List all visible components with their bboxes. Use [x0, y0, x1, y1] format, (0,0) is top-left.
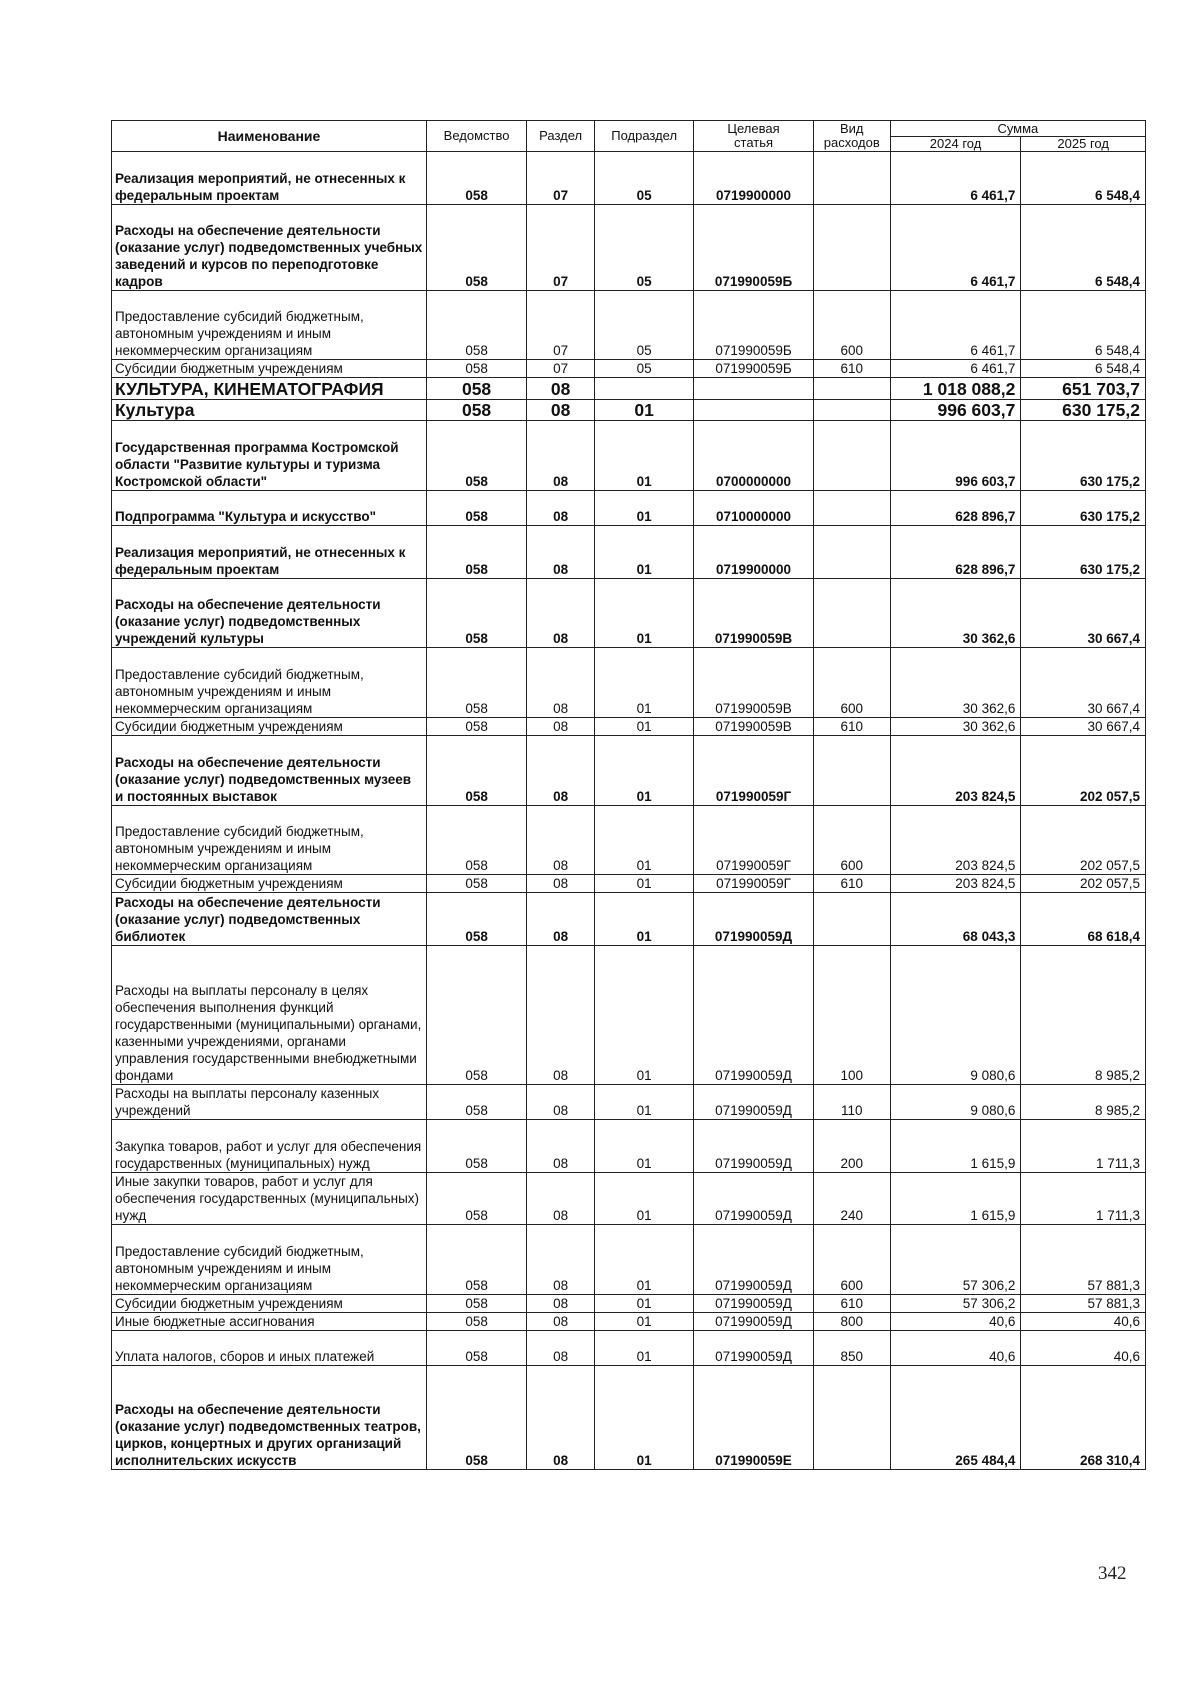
row-sum-2024-cell: 9 080,6	[890, 1085, 1021, 1120]
row-name-cell: Подпрограмма "Культура и искусство"	[112, 491, 427, 526]
row-sum-2025-cell: 1 711,3	[1021, 1120, 1146, 1173]
table-row	[112, 579, 1146, 648]
row-podrazdel-cell: 01	[595, 1331, 694, 1366]
row-razdel-cell: 08	[527, 648, 595, 718]
col-header-vid-line1: Вид	[839, 121, 864, 136]
row-sum-2024-cell: 6 461,7	[890, 360, 1021, 378]
row-sum-2024-cell: 30 362,6	[890, 718, 1021, 736]
row-vedomstvo-cell: 058	[426, 1331, 526, 1366]
row-razdel-cell: 08	[527, 421, 595, 491]
row-celevaya-cell: 071990059Д	[694, 946, 814, 1085]
row-sum-2024-cell: 996 603,7	[890, 421, 1021, 491]
row-celevaya-cell: 071990059Д	[694, 1313, 814, 1331]
row-vedomstvo-cell: 058	[426, 806, 526, 875]
row-razdel-cell: 08	[527, 1120, 595, 1173]
row-celevaya-cell: 071990059Г	[694, 806, 814, 875]
row-podrazdel-cell: 01	[595, 1120, 694, 1173]
table-row	[112, 893, 1146, 946]
table-body	[112, 152, 1146, 1470]
row-vedomstvo-cell: 058	[426, 648, 526, 718]
row-name-cell: Субсидии бюджетным учреждениям	[112, 360, 427, 378]
row-celevaya-cell: 071990059В	[694, 579, 814, 648]
row-name-cell: Иные бюджетные ассигнования	[112, 1313, 427, 1331]
row-name-cell: Предоставление субсидий бюджетным, автономным учреждениям и иным некоммерческим организациям	[112, 648, 427, 718]
row-name-cell: Расходы на обеспечение деятельности (оказание услуг) подведомственных библиотек	[112, 893, 427, 946]
row-razdel-cell: 08	[527, 718, 595, 736]
row-name-cell: Расходы на обеспечение деятельности (оказание услуг) подведомственных музеев и постоянных выставок	[112, 736, 427, 806]
row-vedomstvo-cell: 058	[426, 1173, 526, 1225]
row-name-cell: Закупка товаров, работ и услуг для обеспечения государственных (муниципальных) нужд	[112, 1120, 427, 1173]
row-celevaya-cell: 071990059Б	[694, 360, 814, 378]
row-sum-2025-cell: 6 548,4	[1021, 291, 1146, 360]
row-vid-cell	[813, 1366, 890, 1470]
row-name-cell: Расходы на выплаты персоналу в целях обеспечения выполнения функций государственными (муниципальными) органами, казенными учреждениями, органами управления государственными внебюджетными фондами	[112, 946, 427, 1085]
row-sum-2025-cell: 202 057,5	[1021, 736, 1146, 806]
table-row	[112, 291, 1146, 360]
row-razdel-cell: 08	[527, 1225, 595, 1295]
row-vedomstvo-cell: 058	[426, 1120, 526, 1173]
row-podrazdel-cell: 01	[595, 1085, 694, 1120]
row-sum-2024-cell: 30 362,6	[890, 579, 1021, 648]
budget-table	[111, 120, 1146, 1470]
row-sum-2025-cell: 68 618,4	[1021, 893, 1146, 946]
row-sum-2025-cell: 268 310,4	[1021, 1366, 1146, 1470]
row-sum-2024-cell: 203 824,5	[890, 806, 1021, 875]
row-vid-cell: 610	[813, 1295, 890, 1313]
row-podrazdel-cell	[595, 378, 694, 400]
row-vid-cell: 800	[813, 1313, 890, 1331]
row-podrazdel-cell: 01	[595, 421, 694, 491]
row-vid-cell	[813, 205, 890, 291]
row-vedomstvo-cell: 058	[426, 152, 526, 205]
row-sum-2024-cell: 57 306,2	[890, 1225, 1021, 1295]
table-row	[112, 400, 1146, 421]
row-razdel-cell: 07	[527, 360, 595, 378]
row-vedomstvo-cell: 058	[426, 718, 526, 736]
table-row	[112, 718, 1146, 736]
col-header-razdel: Раздел	[527, 121, 595, 152]
row-sum-2025-cell: 6 548,4	[1021, 205, 1146, 291]
row-sum-2024-cell: 9 080,6	[890, 946, 1021, 1085]
table-row	[112, 1313, 1146, 1331]
row-sum-2025-cell: 630 175,2	[1021, 421, 1146, 491]
row-podrazdel-cell: 01	[595, 579, 694, 648]
table-row	[112, 1295, 1146, 1313]
row-vid-cell	[813, 736, 890, 806]
row-sum-2024-cell: 40,6	[890, 1331, 1021, 1366]
row-sum-2025-cell: 202 057,5	[1021, 806, 1146, 875]
row-vid-cell: 610	[813, 875, 890, 893]
row-vid-cell: 100	[813, 946, 890, 1085]
row-celevaya-cell: 071990059Б	[694, 205, 814, 291]
row-celevaya-cell	[694, 378, 814, 400]
row-vid-cell: 600	[813, 648, 890, 718]
row-sum-2025-cell: 651 703,7	[1021, 378, 1146, 400]
col-header-vid-line2: расходов	[823, 135, 880, 150]
row-sum-2025-cell: 1 711,3	[1021, 1173, 1146, 1225]
table-row	[112, 648, 1146, 718]
row-vedomstvo-cell: 058	[426, 526, 526, 579]
row-sum-2024-cell: 265 484,4	[890, 1366, 1021, 1470]
row-sum-2025-cell: 630 175,2	[1021, 400, 1146, 421]
row-name-cell: Расходы на выплаты персоналу казенных учреждений	[112, 1085, 427, 1120]
row-podrazdel-cell: 05	[595, 205, 694, 291]
row-sum-2025-cell: 6 548,4	[1021, 152, 1146, 205]
row-name-cell: Предоставление субсидий бюджетным, автономным учреждениям и иным некоммерческим организациям	[112, 806, 427, 875]
row-podrazdel-cell: 01	[595, 893, 694, 946]
row-sum-2024-cell: 30 362,6	[890, 648, 1021, 718]
row-podrazdel-cell: 01	[595, 491, 694, 526]
row-vedomstvo-cell: 058	[426, 1225, 526, 1295]
row-razdel-cell: 08	[527, 736, 595, 806]
row-sum-2025-cell: 630 175,2	[1021, 491, 1146, 526]
row-sum-2024-cell: 1 018 088,2	[890, 378, 1021, 400]
col-header-vid	[813, 121, 890, 152]
row-sum-2025-cell: 8 985,2	[1021, 946, 1146, 1085]
row-vid-cell	[813, 421, 890, 491]
row-vid-cell: 600	[813, 291, 890, 360]
row-podrazdel-cell: 01	[595, 875, 694, 893]
row-vid-cell: 200	[813, 1120, 890, 1173]
col-header-celevaya-line2: статья	[734, 135, 774, 150]
row-razdel-cell: 08	[527, 579, 595, 648]
row-sum-2024-cell: 40,6	[890, 1313, 1021, 1331]
row-sum-2024-cell: 1 615,9	[890, 1173, 1021, 1225]
row-celevaya-cell: 071990059В	[694, 718, 814, 736]
row-podrazdel-cell: 01	[595, 1225, 694, 1295]
row-razdel-cell: 08	[527, 893, 595, 946]
row-name-cell: Предоставление субсидий бюджетным, автономным учреждениям и иным некоммерческим организациям	[112, 291, 427, 360]
row-sum-2024-cell: 57 306,2	[890, 1295, 1021, 1313]
row-razdel-cell: 07	[527, 152, 595, 205]
table-row	[112, 736, 1146, 806]
table-row	[112, 526, 1146, 579]
table-row	[112, 378, 1146, 400]
row-sum-2024-cell: 203 824,5	[890, 875, 1021, 893]
row-sum-2024-cell: 6 461,7	[890, 205, 1021, 291]
table-row	[112, 1366, 1146, 1470]
row-razdel-cell: 08	[527, 1085, 595, 1120]
row-celevaya-cell: 071990059Д	[694, 1085, 814, 1120]
row-sum-2025-cell: 57 881,3	[1021, 1225, 1146, 1295]
table-row	[112, 1331, 1146, 1366]
row-vedomstvo-cell: 058	[426, 360, 526, 378]
row-razdel-cell: 08	[527, 806, 595, 875]
row-podrazdel-cell: 05	[595, 152, 694, 205]
row-celevaya-cell: 071990059Д	[694, 1120, 814, 1173]
table-row	[112, 806, 1146, 875]
row-podrazdel-cell: 01	[595, 736, 694, 806]
row-vid-cell	[813, 378, 890, 400]
row-podrazdel-cell: 01	[595, 806, 694, 875]
row-podrazdel-cell: 05	[595, 291, 694, 360]
row-vedomstvo-cell: 058	[426, 205, 526, 291]
table-row	[112, 1120, 1146, 1173]
col-header-podrazdel: Подраздел	[595, 121, 694, 152]
table-row	[112, 1225, 1146, 1295]
row-celevaya-cell: 071990059Д	[694, 893, 814, 946]
row-razdel-cell: 08	[527, 491, 595, 526]
row-vedomstvo-cell: 058	[426, 875, 526, 893]
col-header-year-2025: 2025 год	[1021, 137, 1146, 152]
row-vedomstvo-cell: 058	[426, 421, 526, 491]
row-vedomstvo-cell: 058	[426, 736, 526, 806]
row-razdel-cell: 08	[527, 526, 595, 579]
table-row	[112, 875, 1146, 893]
row-sum-2024-cell: 628 896,7	[890, 491, 1021, 526]
row-vedomstvo-cell: 058	[426, 1366, 526, 1470]
row-celevaya-cell: 071990059Г	[694, 875, 814, 893]
row-razdel-cell: 08	[527, 946, 595, 1085]
row-razdel-cell: 08	[527, 875, 595, 893]
row-podrazdel-cell: 01	[595, 400, 694, 421]
row-sum-2025-cell: 6 548,4	[1021, 360, 1146, 378]
row-vid-cell: 600	[813, 1225, 890, 1295]
row-podrazdel-cell: 05	[595, 360, 694, 378]
row-podrazdel-cell: 01	[595, 648, 694, 718]
row-name-cell: Государственная программа Костромской области "Развитие культуры и туризма Костромской области"	[112, 421, 427, 491]
row-celevaya-cell: 0710000000	[694, 491, 814, 526]
row-sum-2025-cell: 40,6	[1021, 1313, 1146, 1331]
row-name-cell: Иные закупки товаров, работ и услуг для обеспечения государственных (муниципальных) нужд	[112, 1173, 427, 1225]
row-razdel-cell: 08	[527, 1295, 595, 1313]
row-name-cell: Культура	[112, 400, 427, 421]
row-vedomstvo-cell: 058	[426, 378, 526, 400]
row-podrazdel-cell: 01	[595, 1173, 694, 1225]
row-sum-2025-cell: 202 057,5	[1021, 875, 1146, 893]
col-header-year-2024: 2024 год	[890, 137, 1021, 152]
row-vedomstvo-cell: 058	[426, 400, 526, 421]
row-name-cell: Предоставление субсидий бюджетным, автономным учреждениям и иным некоммерческим организациям	[112, 1225, 427, 1295]
row-vid-cell	[813, 526, 890, 579]
row-vid-cell	[813, 579, 890, 648]
row-sum-2024-cell: 6 461,7	[890, 291, 1021, 360]
row-podrazdel-cell: 01	[595, 1313, 694, 1331]
row-vedomstvo-cell: 058	[426, 491, 526, 526]
row-vid-cell: 610	[813, 360, 890, 378]
row-sum-2024-cell: 6 461,7	[890, 152, 1021, 205]
row-sum-2024-cell: 628 896,7	[890, 526, 1021, 579]
row-vedomstvo-cell: 058	[426, 1085, 526, 1120]
row-podrazdel-cell: 01	[595, 526, 694, 579]
row-razdel-cell: 08	[527, 1173, 595, 1225]
row-vedomstvo-cell: 058	[426, 946, 526, 1085]
row-sum-2024-cell: 203 824,5	[890, 736, 1021, 806]
row-razdel-cell: 08	[527, 1313, 595, 1331]
table-row	[112, 1085, 1146, 1120]
row-razdel-cell: 08	[527, 378, 595, 400]
row-podrazdel-cell: 01	[595, 1366, 694, 1470]
row-name-cell: Расходы на обеспечение деятельности (оказание услуг) подведомственных учебных заведений и курсов по переподготовке кадров	[112, 205, 427, 291]
table-row	[112, 421, 1146, 491]
row-name-cell: Уплата налогов, сборов и иных платежей	[112, 1331, 427, 1366]
row-sum-2025-cell: 30 667,4	[1021, 579, 1146, 648]
col-header-name: Наименование	[112, 121, 427, 152]
row-celevaya-cell	[694, 400, 814, 421]
row-name-cell: Субсидии бюджетным учреждениям	[112, 1295, 427, 1313]
row-celevaya-cell: 071990059В	[694, 648, 814, 718]
row-vid-cell: 110	[813, 1085, 890, 1120]
row-vid-cell	[813, 152, 890, 205]
row-sum-2025-cell: 30 667,4	[1021, 718, 1146, 736]
row-vedomstvo-cell: 058	[426, 1295, 526, 1313]
row-vedomstvo-cell: 058	[426, 1313, 526, 1331]
table-row	[112, 205, 1146, 291]
row-vedomstvo-cell: 058	[426, 893, 526, 946]
row-celevaya-cell: 071990059Г	[694, 736, 814, 806]
table-row	[112, 1173, 1146, 1225]
row-celevaya-cell: 071990059Б	[694, 291, 814, 360]
row-vid-cell	[813, 400, 890, 421]
row-name-cell: Субсидии бюджетным учреждениям	[112, 875, 427, 893]
row-sum-2024-cell: 1 615,9	[890, 1120, 1021, 1173]
row-razdel-cell: 07	[527, 205, 595, 291]
row-celevaya-cell: 071990059Д	[694, 1295, 814, 1313]
row-name-cell: Расходы на обеспечение деятельности (оказание услуг) подведомственных учреждений культуры	[112, 579, 427, 648]
col-header-celevaya	[694, 121, 814, 152]
row-celevaya-cell: 071990059Д	[694, 1331, 814, 1366]
row-vid-cell	[813, 893, 890, 946]
row-podrazdel-cell: 01	[595, 1295, 694, 1313]
row-vid-cell: 240	[813, 1173, 890, 1225]
row-name-cell: Реализация мероприятий, не отнесенных к федеральным проектам	[112, 152, 427, 205]
row-vid-cell: 610	[813, 718, 890, 736]
row-razdel-cell: 07	[527, 291, 595, 360]
row-celevaya-cell: 0719900000	[694, 152, 814, 205]
row-sum-2025-cell: 30 667,4	[1021, 648, 1146, 718]
table-row	[112, 491, 1146, 526]
row-vid-cell: 850	[813, 1331, 890, 1366]
col-header-celevaya-line1: Целевая	[727, 121, 780, 136]
table-row	[112, 360, 1146, 378]
row-sum-2025-cell: 57 881,3	[1021, 1295, 1146, 1313]
page-number: 342	[1098, 1563, 1127, 1584]
row-vid-cell: 600	[813, 806, 890, 875]
row-sum-2024-cell: 68 043,3	[890, 893, 1021, 946]
table-row	[112, 946, 1146, 1085]
row-podrazdel-cell: 01	[595, 718, 694, 736]
row-sum-2025-cell: 8 985,2	[1021, 1085, 1146, 1120]
col-header-summa: Сумма	[890, 121, 1145, 137]
row-podrazdel-cell: 01	[595, 946, 694, 1085]
table-row	[112, 152, 1146, 205]
row-celevaya-cell: 071990059Д	[694, 1173, 814, 1225]
row-name-cell: КУЛЬТУРА, КИНЕМАТОГРАФИЯ	[112, 378, 427, 400]
row-name-cell: Реализация мероприятий, не отнесенных к федеральным проектам	[112, 526, 427, 579]
row-vedomstvo-cell: 058	[426, 291, 526, 360]
col-header-vedomstvo: Ведомство	[426, 121, 526, 152]
row-sum-2025-cell: 630 175,2	[1021, 526, 1146, 579]
row-razdel-cell: 08	[527, 1366, 595, 1470]
budget-table-container	[111, 120, 1146, 1470]
row-razdel-cell: 08	[527, 400, 595, 421]
row-celevaya-cell: 0719900000	[694, 526, 814, 579]
row-name-cell: Субсидии бюджетным учреждениям	[112, 718, 427, 736]
row-name-cell: Расходы на обеспечение деятельности (оказание услуг) подведомственных театров, цирков, концертных и других организаций исполнительских искусств	[112, 1366, 427, 1470]
row-sum-2025-cell: 40,6	[1021, 1331, 1146, 1366]
row-vid-cell	[813, 491, 890, 526]
row-celevaya-cell: 071990059Д	[694, 1225, 814, 1295]
row-sum-2024-cell: 996 603,7	[890, 400, 1021, 421]
row-celevaya-cell: 0700000000	[694, 421, 814, 491]
row-razdel-cell: 08	[527, 1331, 595, 1366]
row-vedomstvo-cell: 058	[426, 579, 526, 648]
row-celevaya-cell: 071990059Е	[694, 1366, 814, 1470]
